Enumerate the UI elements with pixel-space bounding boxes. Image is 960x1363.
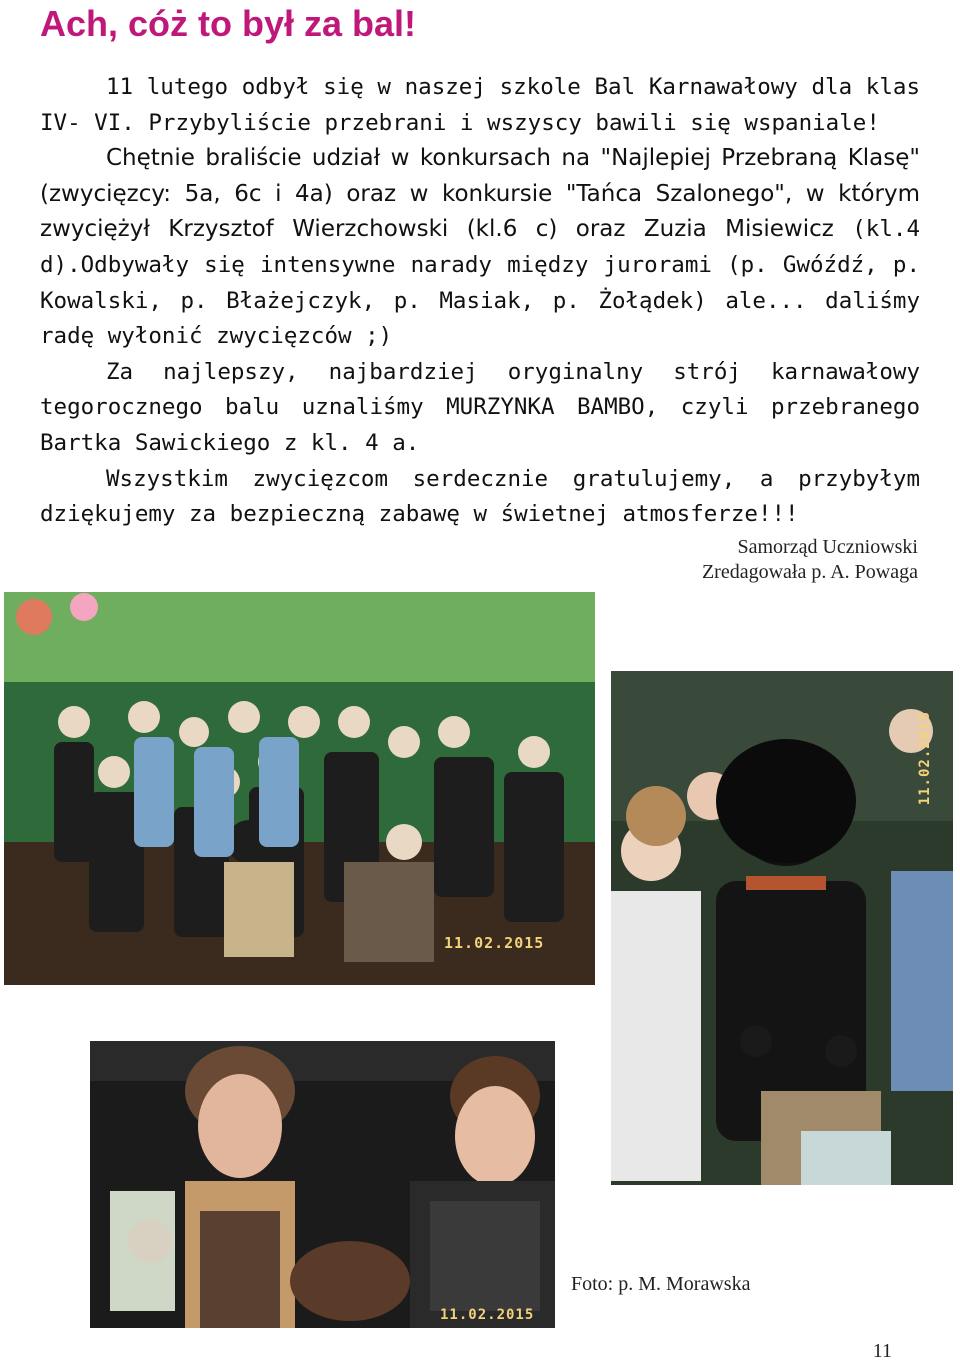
photo-group-date-stamp: 11.02.2015 <box>444 934 545 952</box>
photo-winner-image <box>611 671 953 1185</box>
photo-group <box>4 592 595 985</box>
paragraph-contests <box>40 141 920 355</box>
paragraph-intro: 11 lutego odbył się w naszej szkole Bal Karnawałowy dla klas IV- VI. Przybyliście przebrani i wszyscy bawili się wspaniale! <box>40 74 920 136</box>
photo-credit: Foto: p. M. Morawska <box>571 1273 751 1295</box>
photo-group-image <box>4 592 595 985</box>
paragraph-thanks: Wszystkim zwycięzcom serdecznie gratulujemy, a przybyłym dziękujemy za bezpieczną zabawę w świetnej atmosferze!!! <box>40 465 920 528</box>
signature-line-council: Samorząd Uczniowski <box>737 536 918 558</box>
article-body <box>40 70 920 533</box>
signature-line-editor: Zredagowała p. A. Powaga <box>701 561 918 583</box>
paragraph-contests-part1: Chętnie braliście udział w konkursach na "Najlepiej Przebraną Klasę" (zwycięzcy: 5a, 6c i 4a) oraz w konkursie "Tańca Szalonego", w którym zwyciężył Krzysztof Wierzchowski (kl.6 c) oraz Zuzia Misiewicz <box>40 145 920 243</box>
photo-closeup-image <box>90 1041 555 1328</box>
photo-closeup <box>90 1041 555 1328</box>
paragraph-best-costume: Za najlepszy, najbardziej oryginalny strój karnawałowy tegorocznego balu uznaliśmy MURZYNKA BAMBO, czyli przebranego Bartka Sawickiego z kl. 4 a. <box>40 358 920 456</box>
page-number: 11 <box>872 1340 892 1362</box>
photo-winner-date-stamp: 11.02.2015 <box>917 711 933 806</box>
photo-winner <box>611 671 953 1185</box>
page-title: Ach, cóż to był za bal! <box>40 3 417 44</box>
photo-closeup-date-stamp: 11.02.2015 <box>440 1307 535 1323</box>
signature <box>702 535 918 585</box>
paragraph-contests-part2: (kl.4 d).Odbywały się intensywne narady między jurorami (p. Gwóźdź, p. Kowalski, p. Błażejczyk, p. Masiak, p. Żołądek) ale... daliśmy radę wyłonić zwycięzców ;) <box>40 216 920 350</box>
